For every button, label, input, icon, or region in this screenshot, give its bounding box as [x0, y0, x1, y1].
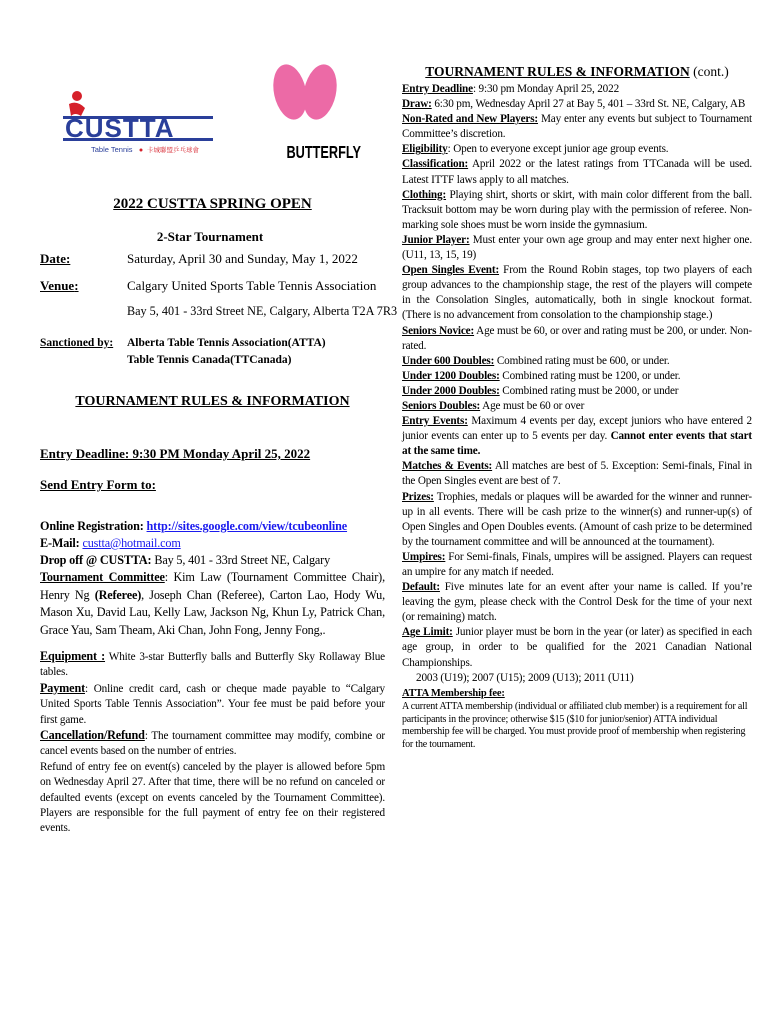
rule-item — [402, 263, 752, 323]
rule-item-label: Umpires: — [402, 550, 446, 563]
custta-logo-text: CUSTTA — [65, 113, 175, 143]
rule-item-text: Age must be 60, or over and rating must be 200, or under. Non-rated. — [402, 324, 752, 352]
rule-item-text: All matches are best of 5. Exception: Semi-finals, Final in the Open Singles event are best of 7. — [402, 460, 752, 488]
sanctioned-label: Sanctioned by: — [40, 337, 114, 349]
rules-list — [402, 82, 752, 671]
dropoff-line: Drop off @ CUSTTA: Bay 5, 401 - 33rd Street NE, Calgary — [40, 553, 331, 567]
custta-logo — [55, 86, 235, 160]
age-years: 2003 (U19); 2007 (U15); 2009 (U13); 2011 (U11) — [416, 671, 634, 684]
rule-item — [402, 625, 752, 670]
rule-item-label: Under 1200 Doubles: — [402, 369, 500, 382]
rule-item — [402, 580, 752, 625]
rule-item — [402, 384, 752, 399]
rule-item — [402, 369, 752, 384]
rule-item-text: : 9:30 pm Monday April 25, 2022 — [472, 83, 620, 95]
left-details — [40, 518, 385, 837]
rules-cont-title: TOURNAMENT RULES & INFORMATION (cont.) — [425, 64, 729, 79]
rule-item-label: Seniors Doubles: — [402, 399, 481, 412]
cancellation-paragraph: Cancellation/Refund: The tournament committee may modify, combine or cancel events based on the number of entries. — [40, 728, 385, 758]
send-entry-heading: Send Entry Form to: — [40, 477, 156, 492]
rule-item-text: : Open to everyone except junior age group events. — [447, 143, 669, 156]
rule-item — [402, 97, 752, 112]
rule-item — [402, 188, 752, 233]
rule-item — [402, 399, 752, 414]
sanction-ttcanada: Table Tennis Canada(TTCanada) — [127, 354, 292, 366]
rule-item-label: Under 2000 Doubles: — [402, 384, 500, 397]
rule-item-label: Open Singles Event: — [402, 264, 500, 277]
rule-item — [402, 490, 752, 550]
rule-item — [402, 233, 752, 263]
payment-paragraph: Payment: Online credit card, cash or cheque made payable to “Calgary United Sports Table Tennis Association”. Your fee must be paid before your first game. — [40, 680, 385, 726]
rule-item-label: Eligibility — [402, 143, 448, 156]
rule-item-label: Clothing: — [402, 188, 447, 201]
custta-logo-chinese: 卡城聯盟乒乓球會 — [147, 146, 199, 154]
rule-item-text: Age must be 60 or over — [480, 399, 585, 412]
rule-item-label: Entry Events: — [402, 415, 468, 428]
rule-item-label: Default: — [402, 581, 440, 594]
rule-item — [402, 142, 752, 157]
committee-paragraph: Tournament Committee: Kim Law (Tournament Committee Chair), Henry Ng (Referee), Joseph Chan (Referee), Carton Lao, Hody Wu, Mason Xu, David Lau, Kelly Law, Jackson Ng, Khun Ly, Patrick Chan, Grace Yau, Sam Theam, Aki Chan, John Fong, Jenny Fong,. — [40, 570, 385, 637]
equipment-paragraph: Equipment : White 3-star Butterfly balls and Butterfly Sky Rollaway Blue tables. — [40, 649, 385, 679]
event-title: 2022 CUSTTA SPRING OPEN — [113, 196, 312, 212]
rule-item-label: Classification: — [402, 158, 469, 171]
rule-item — [402, 354, 752, 369]
email-link[interactable]: custta@hotmail.com — [82, 536, 181, 550]
rule-item-text: April 2022 or the latest ratings from TTCanada will be used. Latest ITTF laws apply to all matches. — [402, 158, 752, 186]
rule-item-text: 6:30 pm, Wednesday April 27 at Bay 5, 401 – 33rd St. NE, Calgary, AB — [431, 98, 746, 111]
rule-item — [402, 112, 752, 142]
sanction-atta: Alberta Table Tennis Association(ATTA) — [127, 337, 326, 349]
rule-item-text: Junior player must be born in the year (or later) as specified in each age group, in order to be qualified for the 2021 Canadian National Championships. — [402, 626, 752, 669]
rule-item-text: Must enter your own age group and may enter next higher one. (U11, 13, 15, 19) — [402, 233, 752, 262]
rule-item-text: Maximum 4 events per day, except juniors who have entered 2 junior events can enter up to 5 events per day. — [402, 415, 752, 443]
date-label: Date: — [40, 251, 71, 266]
refund-paragraph: Refund of entry fee on event(s) canceled by the player is allowed before 5pm on Wednesday April 27. After that time, there will be no refund on canceled or defaulted events (except on events canceled by the Tournament Committee). Players are responsible for the full payment of entry fee on their registered events. — [40, 760, 385, 835]
rules-section-title: TOURNAMENT RULES & INFORMATION — [75, 394, 350, 409]
rule-item — [402, 459, 752, 489]
rule-item-label: Draw: — [402, 98, 432, 111]
rule-item-text: For Semi-finals, Finals, umpires will be assigned. Players can request an umpire for any match if needed. — [402, 550, 752, 578]
rule-item — [402, 324, 752, 354]
email-line: E-Mail: custta@hotmail.com — [40, 536, 181, 550]
rule-item-label: Seniors Novice: — [402, 324, 475, 337]
rule-item-text: Five minutes late for an event after your name is called. If you’re leaving the gym, please check with the Control Desk for the time of your next (or remaining) match. — [402, 581, 752, 624]
rule-item — [402, 414, 752, 459]
rule-item-text: From the Round Robin stages, top two players of each group advances to the championship stage, the rest of the players will compete in the Consolation Singles, automatically, both in single knockout format. (There is no advancement from consolation to the championship stage.) — [402, 264, 752, 322]
rule-item-emphasis: Cannot enter events that start at the same time. — [402, 430, 752, 458]
butterfly-logo-text: BUTTERFLY — [286, 142, 361, 163]
butterfly-logo — [255, 62, 365, 172]
rule-item-label: Prizes: — [402, 490, 434, 503]
entry-deadline-heading: Entry Deadline: 9:30 PM Monday April 25, 2022 — [40, 446, 311, 461]
rule-item-text: Combined rating must be 1200, or under. — [499, 369, 681, 382]
venue-address: Bay 5, 401 - 33rd Street NE, Calgary, Alberta T2A 7R3 — [127, 304, 398, 318]
venue-label: Venue: — [40, 278, 79, 293]
rule-item — [402, 82, 752, 97]
rule-item-label: Under 600 Doubles: — [402, 354, 495, 367]
right-column — [402, 64, 752, 752]
atta-membership-text: A current ATTA membership (individual or affiliated club member) is a requirement for all participants in the province; otherwise $15 ($10 for junior/senior) ATTA individual membership fee will be charged. You must provide proof of membership when registering for the tournament. — [402, 700, 748, 751]
online-registration-link[interactable]: http://sites.google.com/view/tcubeonline — [146, 519, 348, 533]
rule-item-label: Entry Deadline — [402, 83, 473, 95]
rule-item — [402, 157, 752, 187]
atta-membership-label: ATTA Membership fee: — [402, 687, 505, 699]
date-value: Saturday, April 30 and Sunday, May 1, 2022 — [127, 251, 358, 266]
rule-item-text: May enter any events but subject to Tournament Committee’s discretion. — [402, 113, 752, 141]
rule-item-label: Junior Player: — [402, 233, 470, 246]
rule-item — [402, 550, 752, 580]
venue-value: Calgary United Sports Table Tennis Association — [127, 278, 377, 293]
tournament-level: 2-Star Tournament — [156, 229, 264, 244]
custta-logo-sub: Table Tennis — [91, 145, 133, 154]
custta-logo-graphic — [55, 86, 235, 160]
rule-item-text: Trophies, medals or plaques will be awarded for the winner and runner-up in all events. There will be cash prize to the winner(s) and runner-up(s) of Open Singles and Open Doubles events. (Amount of cash prize to be determined by the tournament committee and will be announced at the tournament). — [402, 490, 752, 548]
rule-item-text: Playing shirt, shorts or skirt, with main color different from the ball. Tracksuit bottom may be worn during play with the permission of referee. Non-marking sole shoes must be worn inside the gymnasium. — [402, 188, 752, 231]
rule-item-label: Matches & Events: — [402, 460, 493, 473]
butterfly-logo-graphic — [255, 62, 365, 172]
rule-item-label: Age Limit: — [402, 626, 453, 639]
online-registration: Online Registration: http://sites.google.com/view/tcubeonline — [40, 519, 348, 533]
rule-item-text: Combined rating must be 2000, or under — [499, 384, 679, 397]
rule-item-text: Combined rating must be 600, or under. — [494, 354, 670, 367]
rule-item-label: Non-Rated and New Players: — [402, 113, 539, 126]
